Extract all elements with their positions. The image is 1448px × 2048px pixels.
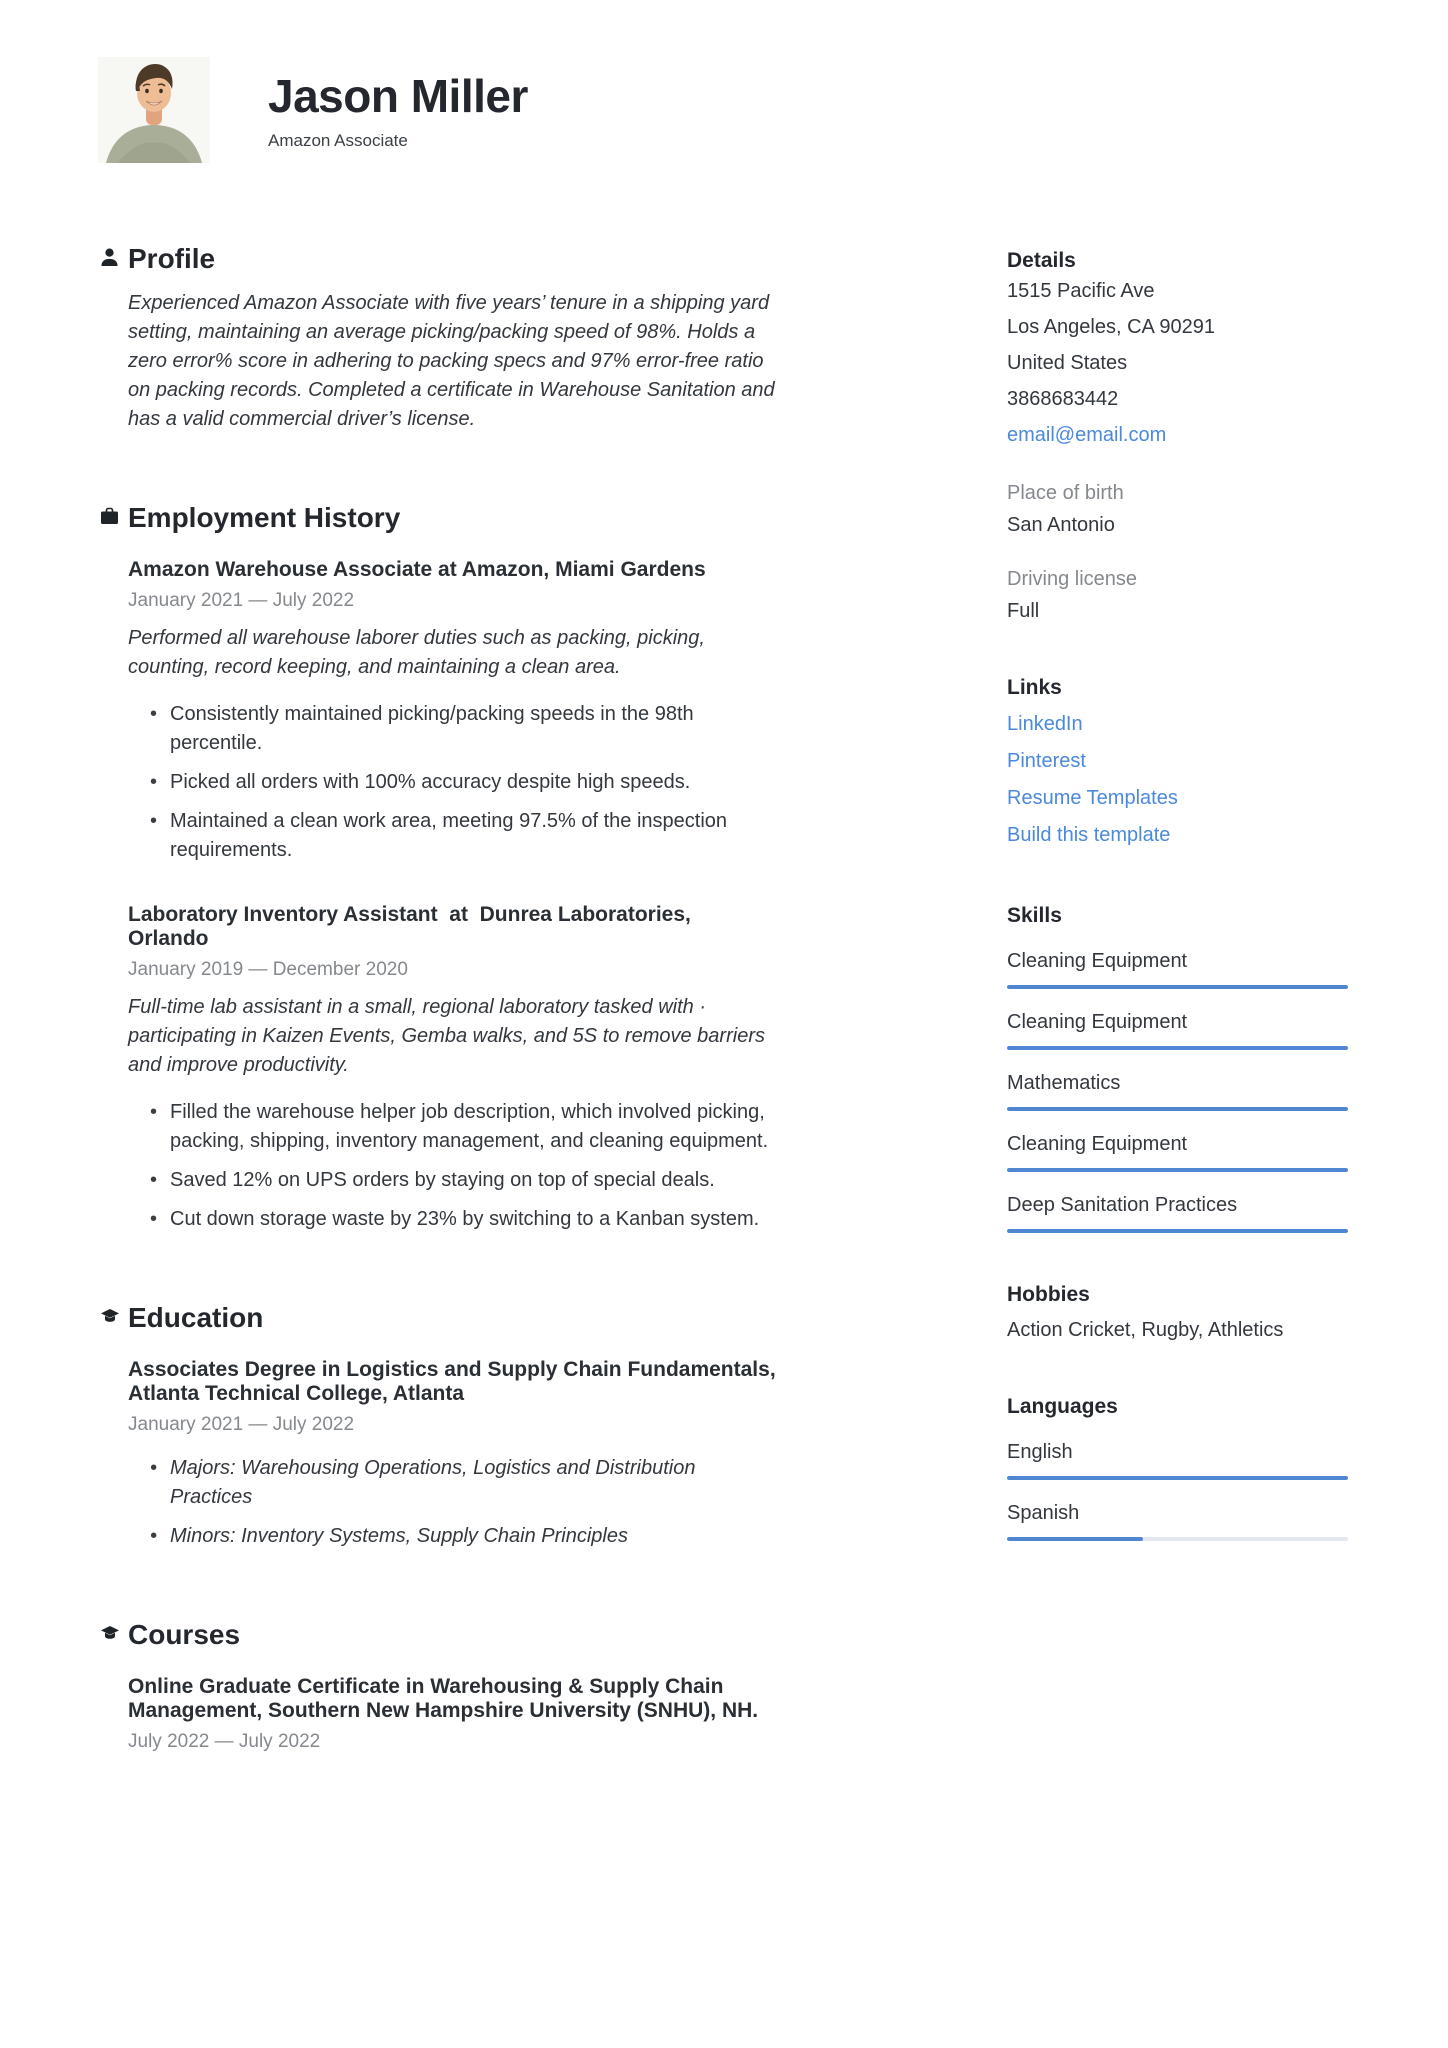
skill-name: Deep Sanitation Practices — [1007, 1194, 1238, 1216]
skill-row — [1007, 1133, 1348, 1172]
languages-heading: Languages — [1007, 1395, 1118, 1418]
skill-row — [1007, 1011, 1348, 1050]
sidebar — [1007, 243, 1348, 1753]
job-description: Performed all warehouse laborer duties such as packing, picking, counting, record keeping, and maintaining a clean area. — [128, 627, 705, 678]
address-line: Los Angeles, CA 90291 — [1007, 316, 1215, 338]
section-education — [100, 1302, 781, 1551]
bullet-item — [128, 1454, 776, 1512]
place-of-birth-value: San Antonio — [1007, 514, 1115, 536]
bullet-text: Minors: Inventory Systems, Supply Chain Principles — [170, 1525, 628, 1547]
skill-bar-fill — [1007, 1107, 1348, 1111]
graduation-cap-icon — [100, 1307, 119, 1326]
course-date: July 2022 — July 2022 — [128, 1731, 321, 1752]
bullet-item — [128, 1166, 776, 1195]
profile-summary: Experienced Amazon Associate with five years’ tenure in a shipping yard setting, maintaining an average picking/packing speed of 98%. Holds a zero error% score in adhering to packing specs and 97% error-free ratio on packing records. Completed a certificate in Warehouse Sanitation and has a valid commercial driver’s license. — [128, 292, 775, 430]
profile-photo-illustration — [98, 57, 210, 163]
sidebar-details — [1007, 249, 1348, 626]
job-bullet-list — [128, 700, 776, 865]
address-line: United States — [1007, 352, 1128, 374]
language-bar — [1007, 1476, 1348, 1480]
bullet-item — [128, 700, 776, 758]
skill-bar — [1007, 1168, 1348, 1172]
courses-heading: Courses — [128, 1619, 241, 1650]
details-heading: Details — [1007, 249, 1076, 272]
job-description: Full-time lab assistant in a small, regional laboratory tasked with · participating in Kaizen Events, Gemba walks, and 5S to remove barriers and improve productivity. — [128, 996, 765, 1076]
bullet-item — [128, 1205, 776, 1234]
bullet-text: Cut down storage waste by 23% by switching to a Kanban system. — [170, 1208, 760, 1230]
skill-bar — [1007, 1046, 1348, 1050]
job-date: January 2019 — December 2020 — [128, 959, 408, 980]
skill-name: Mathematics — [1007, 1072, 1121, 1094]
skill-name: Cleaning Equipment — [1007, 1133, 1188, 1155]
skill-bar-fill — [1007, 1229, 1348, 1233]
person-job-title: Amazon Associate — [268, 130, 408, 150]
section-employment-history — [100, 502, 776, 1234]
bullet-text: Filled the warehouse helper job description, which involved picking, packing, shipping, inventory management, and cleaning equipment. — [170, 1101, 769, 1152]
employment-heading: Employment History — [128, 502, 401, 533]
skill-bar-fill — [1007, 985, 1348, 989]
link-pinterest[interactable]: Pinterest — [1007, 750, 1086, 772]
section-profile — [100, 243, 776, 434]
profile-heading: Profile — [128, 243, 216, 274]
skill-name: Cleaning Equipment — [1007, 950, 1188, 972]
language-row — [1007, 1441, 1348, 1480]
sidebar-skills — [1007, 904, 1348, 1233]
person-name: Jason Miller — [268, 70, 528, 122]
person-icon — [100, 248, 119, 267]
skill-bar — [1007, 985, 1348, 989]
language-bar-fill — [1007, 1476, 1348, 1480]
hobbies-text: Action Cricket, Rugby, Athletics — [1007, 1319, 1284, 1341]
link-linkedin[interactable]: LinkedIn — [1007, 713, 1083, 735]
sidebar-languages — [1007, 1395, 1348, 1541]
degree-title: Associates Degree in Logistics and Supply Chain Fundamentals, Atlanta Technical College, Atlanta — [128, 1358, 781, 1405]
profile-photo — [98, 57, 210, 163]
link-build-this-template[interactable]: Build this template — [1007, 824, 1171, 846]
phone-number: 3868683442 — [1007, 388, 1119, 410]
course-entry — [128, 1675, 776, 1753]
main-column — [100, 243, 781, 1753]
section-courses — [100, 1619, 776, 1753]
header-text — [268, 71, 528, 151]
education-date: January 2021 — July 2022 — [128, 1414, 355, 1435]
skill-row — [1007, 950, 1348, 989]
links-heading: Links — [1007, 676, 1062, 699]
bullet-text: Maintained a clean work area, meeting 97.5% of the inspection requirements. — [170, 810, 728, 861]
skill-row — [1007, 1194, 1348, 1233]
content-columns — [0, 243, 1448, 1753]
skill-bar — [1007, 1229, 1348, 1233]
job-date: January 2021 — July 2022 — [128, 590, 355, 611]
bullet-text: Majors: Warehousing Operations, Logistics and Distribution Practices — [170, 1457, 696, 1508]
language-bar — [1007, 1537, 1348, 1541]
driving-license-value: Full — [1007, 600, 1040, 622]
bullet-item — [128, 1522, 776, 1551]
skill-name: Cleaning Equipment — [1007, 1011, 1188, 1033]
language-row — [1007, 1502, 1348, 1541]
bullet-text: Consistently maintained picking/packing speeds in the 98th percentile. — [170, 703, 694, 754]
skill-bar — [1007, 1107, 1348, 1111]
briefcase-icon — [100, 507, 119, 526]
place-of-birth-label: Place of birth — [1007, 482, 1124, 504]
skill-bar-fill — [1007, 1168, 1348, 1172]
bullet-item — [128, 807, 776, 865]
language-bar-fill — [1007, 1537, 1143, 1541]
education-bullet-list — [128, 1454, 776, 1551]
language-name: English — [1007, 1441, 1073, 1463]
header — [0, 0, 1448, 163]
sidebar-links — [1007, 676, 1348, 854]
language-name: Spanish — [1007, 1502, 1080, 1524]
education-entry — [128, 1358, 781, 1551]
education-heading: Education — [128, 1302, 264, 1333]
graduation-cap-icon — [100, 1624, 119, 1643]
address-line: 1515 Pacific Ave — [1007, 280, 1155, 302]
bullet-item — [128, 1098, 776, 1156]
bullet-text: Saved 12% on UPS orders by staying on top of special deals. — [170, 1169, 715, 1191]
job-bullet-list — [128, 1098, 776, 1234]
skill-row — [1007, 1072, 1348, 1111]
link-resume-templates[interactable]: Resume Templates — [1007, 787, 1178, 809]
driving-license-label: Driving license — [1007, 568, 1138, 590]
job-entry — [128, 903, 776, 1234]
bullet-text: Picked all orders with 100% accuracy despite high speeds. — [170, 771, 691, 793]
skill-bar-fill — [1007, 1046, 1348, 1050]
course-title: Online Graduate Certificate in Warehousing & Supply Chain Management, Southern New Hampshire University (SNHU), NH. — [128, 1675, 759, 1722]
hobbies-heading: Hobbies — [1007, 1283, 1090, 1306]
job-entry — [128, 558, 776, 865]
bullet-item — [128, 768, 776, 797]
sidebar-hobbies — [1007, 1283, 1348, 1345]
job-title: Laboratory Inventory Assistant at Dunrea Laboratories, Orlando — [128, 903, 697, 950]
skills-heading: Skills — [1007, 904, 1062, 927]
job-title: Amazon Warehouse Associate at Amazon, Miami Gardens — [128, 558, 706, 581]
email-link[interactable]: email@email.com — [1007, 424, 1167, 446]
